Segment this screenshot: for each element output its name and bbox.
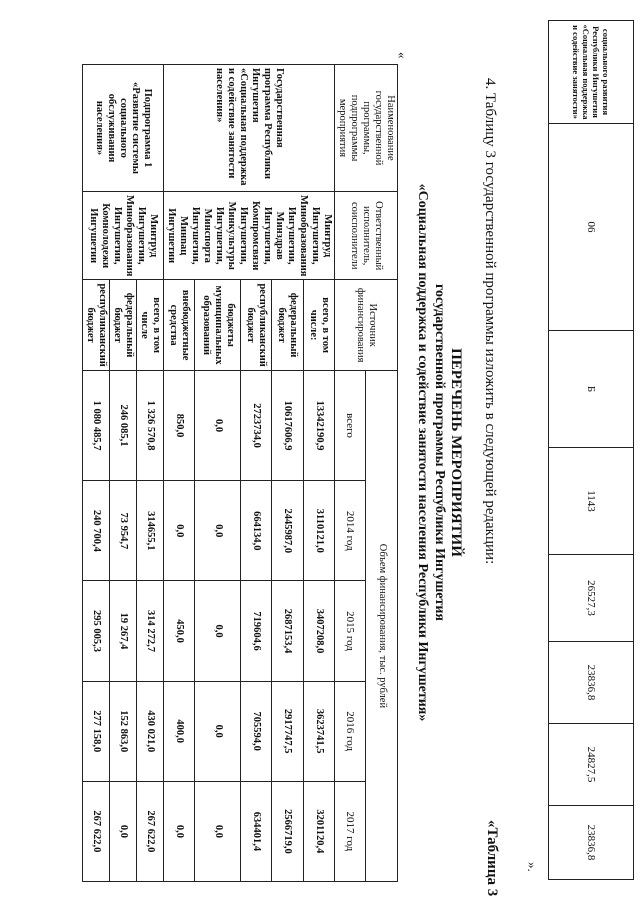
value-cell: 267 622,0 xyxy=(137,781,164,881)
value-cell: 314 272,7 xyxy=(137,581,164,681)
subprogram-name: Подпрограмма 1 «Развитие системы социального обслуживания населения» xyxy=(83,65,164,192)
table-number: «Таблица 3 xyxy=(484,820,500,897)
header-volume: Объем финансирования, тыс. рублей xyxy=(366,370,398,881)
value-cell: 10617606,9 xyxy=(272,370,303,480)
value-cell: 3623741,5 xyxy=(303,681,334,781)
value-cell: 0,0 xyxy=(164,481,195,581)
subprogram-responsible: Минтруд Ингушетии, Минобразования Ингушетии, Комнолодежи Ингушетии xyxy=(83,192,164,280)
value-cell: 2566719,0 xyxy=(272,781,303,881)
source-cell: бюджеты муниципальных образований xyxy=(195,280,240,370)
value-cell: 430 021,0 xyxy=(137,681,164,781)
value-cell: 0,0 xyxy=(195,681,240,781)
value-cell: 277 158,0 xyxy=(83,681,110,781)
value-cell: 400,0 xyxy=(164,681,195,781)
closing-quote: ». xyxy=(525,862,540,872)
header-year: 2016 год xyxy=(335,681,367,781)
top-table-cell: 23836,8 xyxy=(549,642,634,724)
top-table-cell: Б xyxy=(549,331,634,448)
header-year: всего xyxy=(335,370,367,480)
value-cell: 19 267,4 xyxy=(110,581,137,681)
table-row xyxy=(549,21,634,880)
value-cell: 0,0 xyxy=(195,370,240,480)
value-cell: 13342190,9 xyxy=(303,370,334,480)
value-cell: 73 954,7 xyxy=(110,481,137,581)
source-cell: федеральный бюджет xyxy=(272,280,303,370)
value-cell: 3407208,0 xyxy=(303,581,334,681)
table-row xyxy=(303,65,334,882)
value-cell: 295 005,3 xyxy=(83,581,110,681)
value-cell: 705594,0 xyxy=(240,681,271,781)
program-responsible: Минтруд Ингушетии, Минобразования Ингушетии, Минздрав Ингушетии, Компромсвязи Ингушетии, Минкультуры Ингушетии, Минспорта Ингушетии, Минnац Ингушетии xyxy=(164,192,335,280)
table-header-row xyxy=(366,65,398,882)
value-cell: 3201120,4 xyxy=(303,781,334,881)
top-table-cell: 26527,3 xyxy=(549,555,634,642)
value-cell: 634401,4 xyxy=(240,781,271,881)
value-cell: 152 863,0 xyxy=(110,681,137,781)
value-cell: 0,0 xyxy=(195,781,240,881)
opening-quote: « xyxy=(395,52,410,59)
value-cell: 0,0 xyxy=(195,481,240,581)
value-cell: 2917747,5 xyxy=(272,681,303,781)
value-cell: 240 700,4 xyxy=(83,481,110,581)
page-subtitle: государственной программы Республики Ингушетия xyxy=(432,283,447,621)
value-cell: 246 085,1 xyxy=(110,370,137,480)
header-source: Источник финансирования xyxy=(335,280,398,370)
value-cell: 1 326 570,8 xyxy=(137,370,164,480)
header-program: Наименование государственной программы, подпрограммы мероприятия xyxy=(335,65,398,192)
value-cell: 2687153,4 xyxy=(272,581,303,681)
top-table-description: социального развития Республики Ингушетия «Социальная поддержка и содействие занятости» xyxy=(549,21,634,124)
header-year: 2014 год xyxy=(335,481,367,581)
source-cell: республиканский бюджет xyxy=(83,280,110,370)
header-year: 2015 год xyxy=(335,581,367,681)
source-cell: внебюджетные средства xyxy=(164,280,195,370)
amendment-paragraph: 4. Таблицу 3 государственной программы изложить в следующей редакции: xyxy=(482,78,498,565)
source-cell: республиканский бюджет xyxy=(240,280,271,370)
top-table xyxy=(548,20,634,880)
source-cell: всего, в том числе xyxy=(137,280,164,370)
top-table-cell: 06 xyxy=(549,124,634,331)
measures-table xyxy=(82,64,398,882)
value-cell: 1 080 485,7 xyxy=(83,370,110,480)
top-table-cell: 23836,8 xyxy=(549,806,634,880)
value-cell: 2723734,0 xyxy=(240,370,271,480)
source-cell: федеральный бюджет xyxy=(110,280,137,370)
value-cell: 450,0 xyxy=(164,581,195,681)
value-cell: 314655,1 xyxy=(137,481,164,581)
value-cell: 0,0 xyxy=(164,781,195,881)
value-cell: 0,0 xyxy=(195,581,240,681)
value-cell: 2445987,0 xyxy=(272,481,303,581)
source-cell: всего, в том числе: xyxy=(303,280,334,370)
program-name: Государственная программа Республики Ингушетия «Социальная поддержка и содействие занятости населения» xyxy=(164,65,335,192)
value-cell: 719604,6 xyxy=(240,581,271,681)
page-subtitle-program: «Социальная поддержка и содействие занятости населения Республики Ингушетия» xyxy=(415,183,430,722)
value-cell: 267 622,0 xyxy=(83,781,110,881)
top-table-cell: 1143 xyxy=(549,448,634,555)
value-cell: 3110121,0 xyxy=(303,481,334,581)
value-cell: 0,0 xyxy=(110,781,137,881)
page-title: ПЕРЕЧЕНЬ МЕРОПРИЯТИЙ xyxy=(448,348,464,557)
header-year: 2017 год xyxy=(335,781,367,881)
value-cell: 850,0 xyxy=(164,370,195,480)
header-responsible: Ответственный исполнитель, соисполнители xyxy=(335,192,398,280)
table-row xyxy=(137,65,164,882)
value-cell: 664134,0 xyxy=(240,481,271,581)
top-table-cell: 24827,5 xyxy=(549,724,634,806)
